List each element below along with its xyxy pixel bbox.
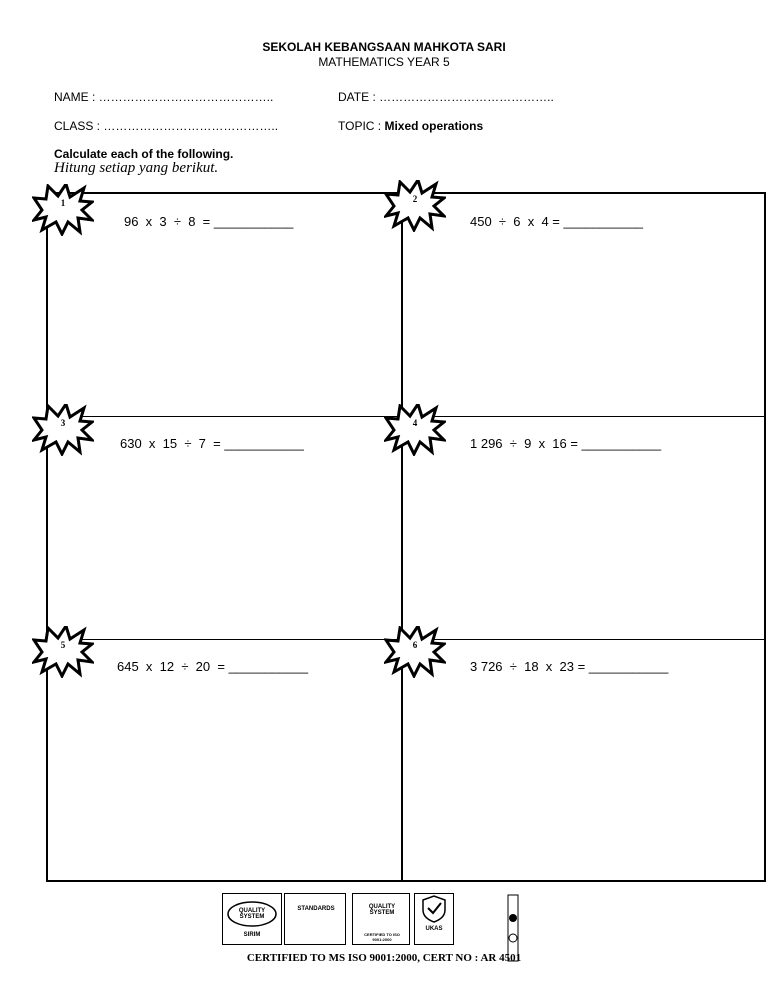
question-4-text: 1 296 ÷ 9 x 16 = ___________ [470, 436, 662, 451]
question-6-badge-icon [384, 626, 446, 678]
quality-system-logo [222, 893, 282, 945]
instruction-english: Calculate each of the following. [54, 147, 234, 161]
subject-title: MATHEMATICS YEAR 5 [318, 55, 450, 69]
instruction-malay: Hitung setiap yang berikut. [54, 160, 219, 176]
question-2-text: 450 ÷ 6 x 4 = ___________ [470, 214, 644, 229]
question-3-text: 630 x 15 ÷ 7 = ___________ [120, 436, 304, 451]
question-1-badge-icon [32, 184, 94, 236]
question-4-number: 4 [412, 418, 418, 428]
question-grid [46, 192, 766, 882]
question-5-number: 5 [60, 640, 66, 650]
topic-value: Mixed operations [384, 119, 484, 133]
topic-field [338, 119, 483, 133]
question-1-number: 1 [60, 198, 66, 208]
question-2-number: 2 [412, 194, 418, 204]
grid-vertical-divider [401, 194, 403, 880]
question-3-badge-icon [32, 404, 94, 456]
question-3-number: 3 [60, 418, 66, 428]
question-1-text: 96 x 3 ÷ 8 = ___________ [124, 214, 294, 229]
ukas-logo [414, 893, 454, 945]
sirim-quality-logo [352, 893, 410, 945]
school-name: SEKOLAH KEBANGSAAN MAHKOTA SARI [262, 40, 506, 54]
question-4-badge-icon [384, 404, 446, 456]
name-field: NAME : …………………………………….. [54, 90, 274, 104]
certification-footer: CERTIFIED TO MS ISO 9001:2000, CERT NO : AR 4501 [246, 952, 522, 964]
topic-label: TOPIC : [338, 119, 385, 133]
quality-system-text: QUALITY SYSTEM [238, 908, 266, 920]
class-field: CLASS : …………………………………….. [54, 119, 279, 133]
question-5-text: 645 x 12 ÷ 20 = ___________ [117, 659, 309, 674]
question-6-number: 6 [412, 640, 418, 650]
question-2-badge-icon [384, 180, 446, 232]
sirim-certified-text: CERTIFIED TO ISO 9001:2000 [364, 932, 400, 942]
date-field: DATE : …………………………………….. [338, 90, 554, 104]
standards-logo [284, 893, 346, 945]
sirim-quality-text: QUALITY SYSTEM [368, 904, 396, 916]
question-5-badge-icon [32, 626, 94, 678]
sirim-text: SIRIM [243, 932, 261, 938]
ukas-text: UKAS [425, 926, 443, 932]
question-6-text: 3 726 ÷ 18 x 23 = ___________ [470, 659, 669, 674]
standards-text: STANDARDS [297, 906, 335, 912]
